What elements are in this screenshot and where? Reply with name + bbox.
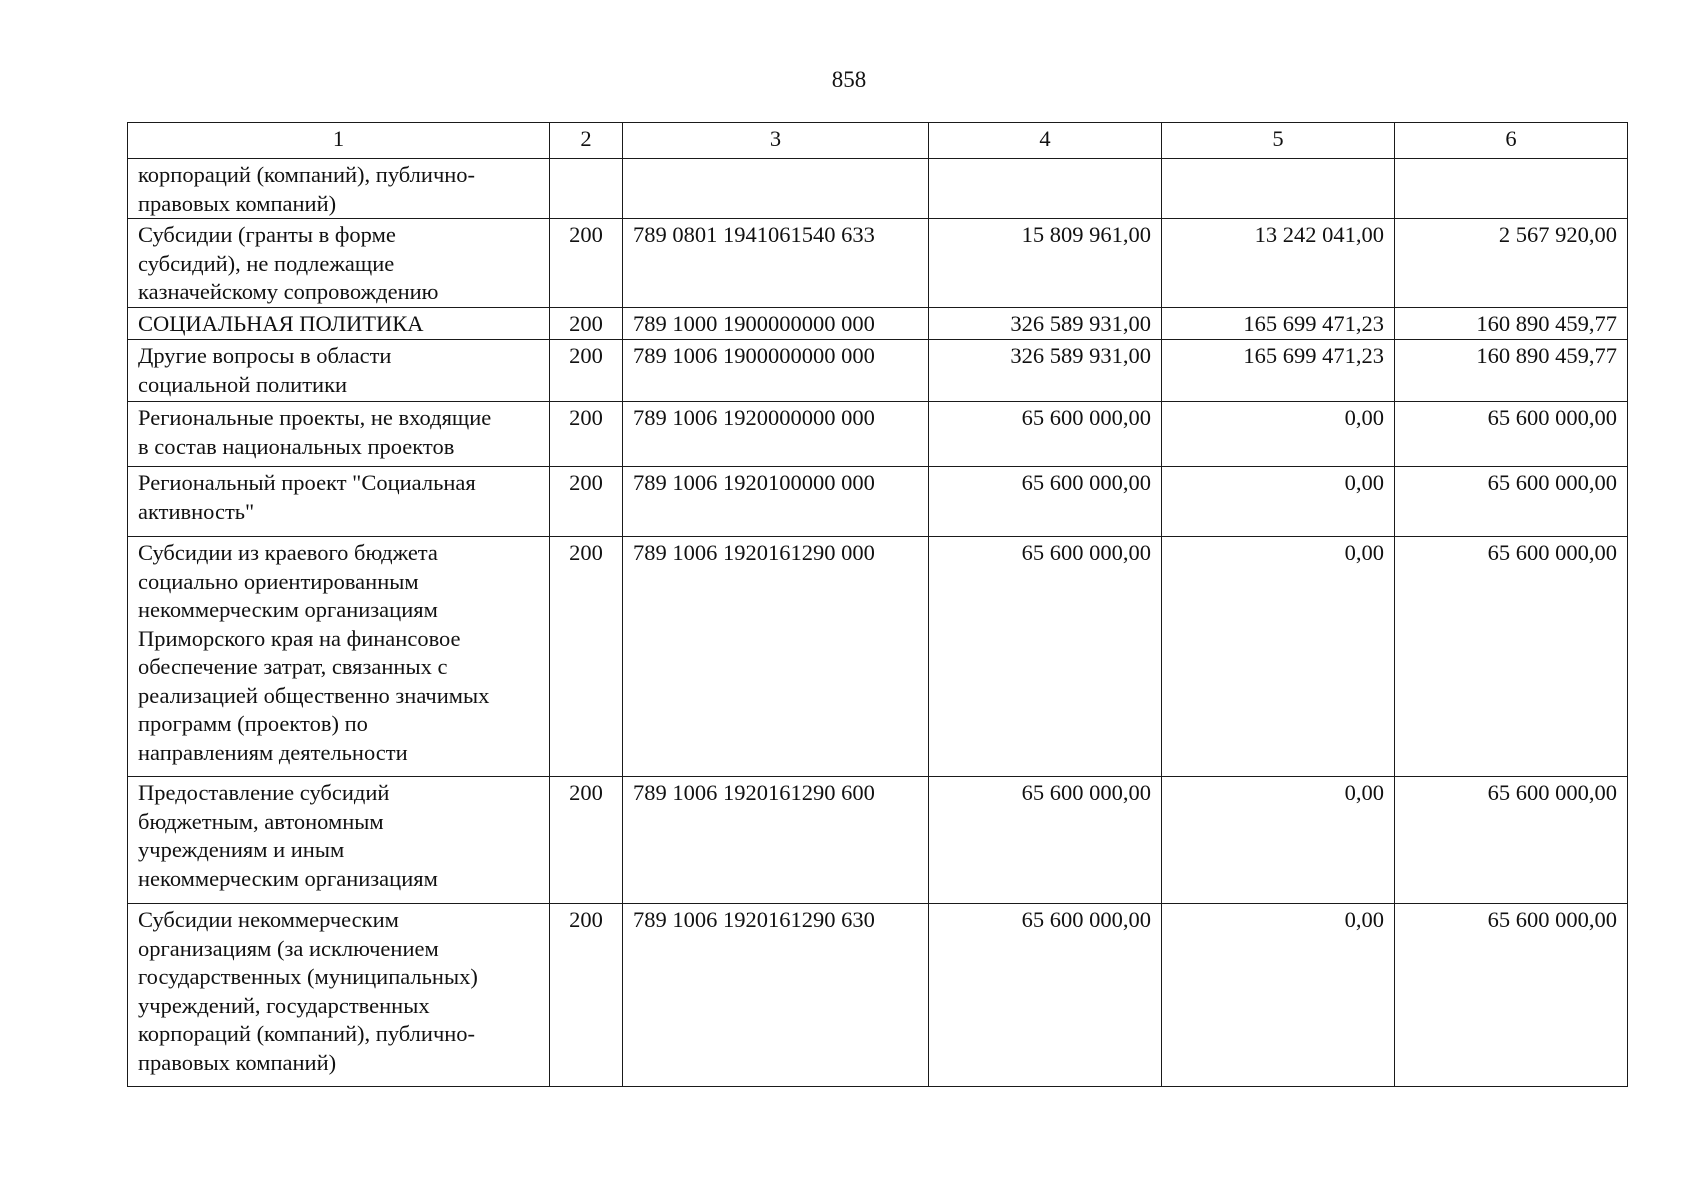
code-cell: 789 1000 1900000000 000 — [623, 308, 929, 340]
amount-col5-cell: 0,00 — [1162, 402, 1395, 467]
grbs-cell: 200 — [550, 219, 623, 308]
amount-col5-cell: 0,00 — [1162, 537, 1395, 777]
column-header-2: 2 — [550, 123, 623, 159]
code-cell: 789 1006 1920161290 630 — [623, 904, 929, 1087]
grbs-cell: 200 — [550, 904, 623, 1087]
amount-col6-cell: 65 600 000,00 — [1395, 777, 1628, 904]
column-header-4: 4 — [929, 123, 1162, 159]
amount-col6-cell: 160 890 459,77 — [1395, 340, 1628, 402]
amount-col6-cell: 65 600 000,00 — [1395, 402, 1628, 467]
code-cell: 789 1006 1920100000 000 — [623, 467, 929, 537]
amount-col4-cell — [929, 159, 1162, 219]
amount-col4-cell: 65 600 000,00 — [929, 467, 1162, 537]
row-name-cell — [128, 308, 550, 340]
page-number: 858 — [831, 67, 867, 92]
amount-col6-cell: 65 600 000,00 — [1395, 904, 1628, 1087]
grbs-cell: 200 — [550, 340, 623, 402]
amount-col5-cell: 0,00 — [1162, 467, 1395, 537]
grbs-cell — [550, 159, 623, 219]
amount-col6-cell: 2 567 920,00 — [1395, 219, 1628, 308]
table-row — [128, 340, 1628, 402]
row-name-text: Региональные проекты, не входящие в состав национальных проектов — [138, 405, 492, 459]
amount-col4-cell: 65 600 000,00 — [929, 777, 1162, 904]
amount-col6-cell: 65 600 000,00 — [1395, 537, 1628, 777]
budget-table — [127, 122, 1628, 1087]
amount-col5-cell: 13 242 041,00 — [1162, 219, 1395, 308]
amount-col5-cell — [1162, 159, 1395, 219]
row-name-text: Предоставление субсидий бюджетным, автономным учреждениям и иным некоммерческим организациям — [138, 780, 438, 891]
amount-col6-cell: 160 890 459,77 — [1395, 308, 1628, 340]
amount-col4-cell: 15 809 961,00 — [929, 219, 1162, 308]
row-name-cell — [128, 537, 550, 777]
column-header-5: 5 — [1162, 123, 1395, 159]
table-row — [128, 402, 1628, 467]
grbs-cell: 200 — [550, 777, 623, 904]
row-name-cell — [128, 219, 550, 308]
table-header-row — [128, 123, 1628, 159]
column-header-6: 6 — [1395, 123, 1628, 159]
table-row — [128, 159, 1628, 219]
column-header-1: 1 — [128, 123, 550, 159]
table-row — [128, 308, 1628, 340]
grbs-cell: 200 — [550, 467, 623, 537]
row-name-cell — [128, 402, 550, 467]
code-cell — [623, 159, 929, 219]
code-cell: 789 1006 1900000000 000 — [623, 340, 929, 402]
code-cell: 789 1006 1920161290 000 — [623, 537, 929, 777]
amount-col6-cell — [1395, 159, 1628, 219]
amount-col5-cell: 165 699 471,23 — [1162, 308, 1395, 340]
row-name-text: Субсидии некоммерческим организациям (за исключением государственных (муниципальных) учреждений, государственных корпораций (компаний), публично- правовых компаний) — [138, 907, 478, 1075]
row-name-cell — [128, 467, 550, 537]
table-row — [128, 904, 1628, 1087]
amount-col4-cell: 326 589 931,00 — [929, 308, 1162, 340]
table-row — [128, 777, 1628, 904]
table-row — [128, 537, 1628, 777]
amount-col4-cell: 326 589 931,00 — [929, 340, 1162, 402]
amount-col5-cell: 0,00 — [1162, 904, 1395, 1087]
table-row — [128, 467, 1628, 537]
code-cell: 789 1006 1920161290 600 — [623, 777, 929, 904]
column-header-3: 3 — [623, 123, 929, 159]
amount-col5-cell: 165 699 471,23 — [1162, 340, 1395, 402]
row-name-cell — [128, 159, 550, 219]
amount-col4-cell: 65 600 000,00 — [929, 537, 1162, 777]
grbs-cell: 200 — [550, 537, 623, 777]
grbs-cell: 200 — [550, 308, 623, 340]
amount-col4-cell: 65 600 000,00 — [929, 402, 1162, 467]
row-name-text: Субсидии (гранты в форме субсидий), не подлежащие казначейскому сопровождению — [138, 222, 439, 304]
row-name-cell — [128, 777, 550, 904]
table-row — [128, 219, 1628, 308]
row-name-text: СОЦИАЛЬНАЯ ПОЛИТИКА — [138, 311, 424, 336]
amount-col6-cell: 65 600 000,00 — [1395, 467, 1628, 537]
row-name-text: Региональный проект "Социальная активность" — [138, 470, 476, 524]
grbs-cell: 200 — [550, 402, 623, 467]
row-name-text: Субсидии из краевого бюджета социально ориентированным некоммерческим организациям Приморского края на финансовое обеспечение затрат, связанных с реализацией общественно значимых программ (проектов) по направлениям деятельности — [138, 540, 490, 765]
row-name-text: Другие вопросы в области социальной политики — [138, 343, 392, 397]
row-name-text: корпораций (компаний), публично- правовых компаний) — [138, 162, 476, 216]
code-cell: 789 1006 1920000000 000 — [623, 402, 929, 467]
row-name-cell — [128, 340, 550, 402]
row-name-cell — [128, 904, 550, 1087]
amount-col4-cell: 65 600 000,00 — [929, 904, 1162, 1087]
amount-col5-cell: 0,00 — [1162, 777, 1395, 904]
code-cell: 789 0801 1941061540 633 — [623, 219, 929, 308]
